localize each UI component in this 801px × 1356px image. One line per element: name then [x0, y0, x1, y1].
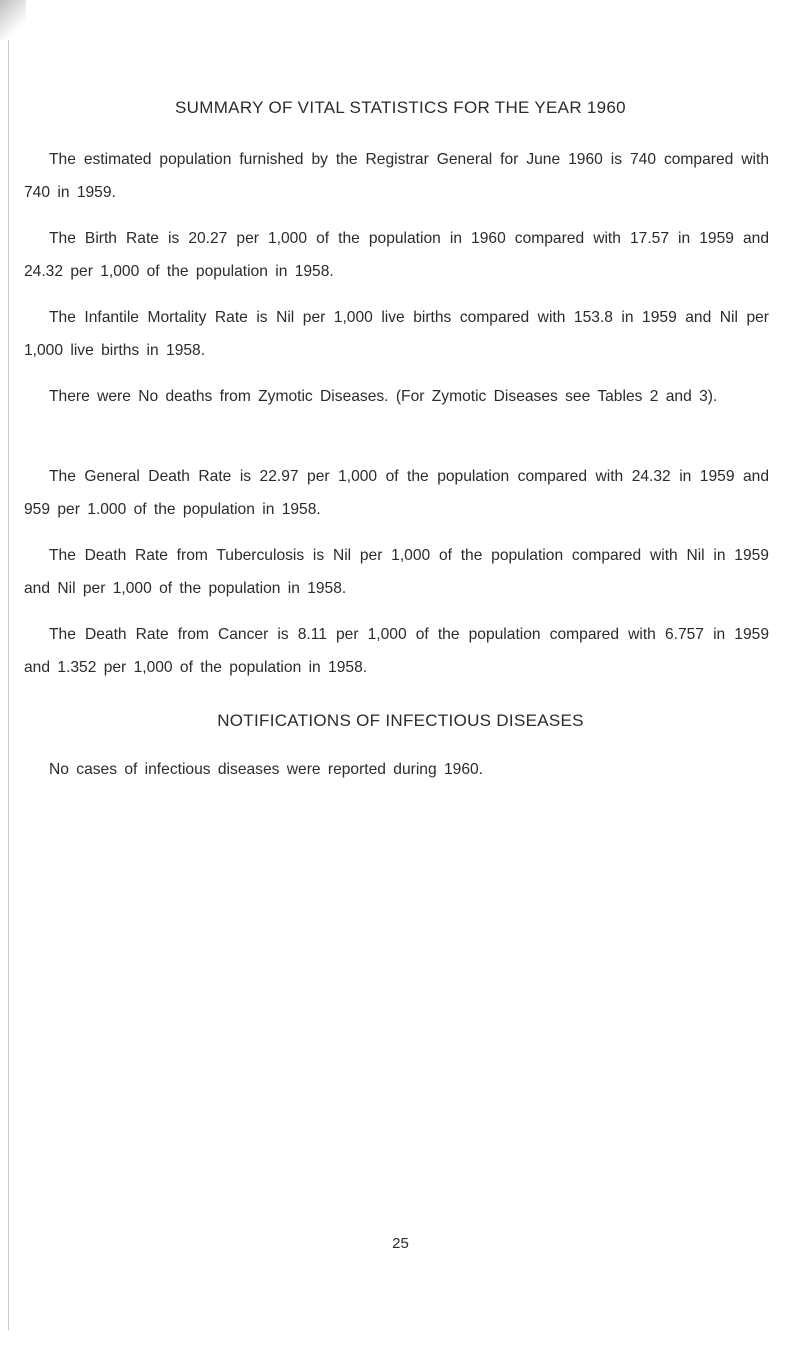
paragraph-general-death-rate: The General Death Rate is 22.97 per 1,000 of the population compared with 24.32 in 1959 and 959 per 1.000 of the population in 1958.	[24, 468, 769, 518]
paragraph-cancer-death-rate: The Death Rate from Cancer is 8.11 per 1,000 of the population compared with 6.757 in 1959 and 1.352 per 1,000 of the population in 1958.	[24, 626, 769, 676]
page-edge-line	[8, 40, 9, 1330]
paragraph-infantile-mortality: The Infantile Mortality Rate is Nil per 1,000 live births compared with 153.8 in 1959 and Nil per 1,000 live births in 1958.	[24, 309, 769, 359]
page-corner-mark	[0, 0, 26, 40]
page-number: 25	[392, 1235, 409, 1252]
paragraph-birth-rate: The Birth Rate is 20.27 per 1,000 of the population in 1960 compared with 17.57 in 1959 and 24.32 per 1,000 of the population in 1958.	[24, 230, 769, 280]
paragraph-zymotic-diseases: There were No deaths from Zymotic Diseases. (For Zymotic Diseases see Tables 2 and 3).	[49, 388, 718, 405]
paragraph-population: The estimated population furnished by the Registrar General for June 1960 is 740 compared with 740 in 1959.	[24, 151, 769, 201]
notifications-heading: NOTIFICATIONS OF INFECTIOUS DISEASES	[217, 711, 584, 730]
page-title: SUMMARY OF VITAL STATISTICS FOR THE YEAR 1960	[175, 98, 626, 117]
notifications-text: No cases of infectious diseases were reported during 1960.	[49, 761, 484, 778]
paragraph-tuberculosis-death-rate: The Death Rate from Tuberculosis is Nil per 1,000 of the population compared with Nil in 1959 and Nil per 1,000 of the population in 1958.	[24, 547, 769, 597]
